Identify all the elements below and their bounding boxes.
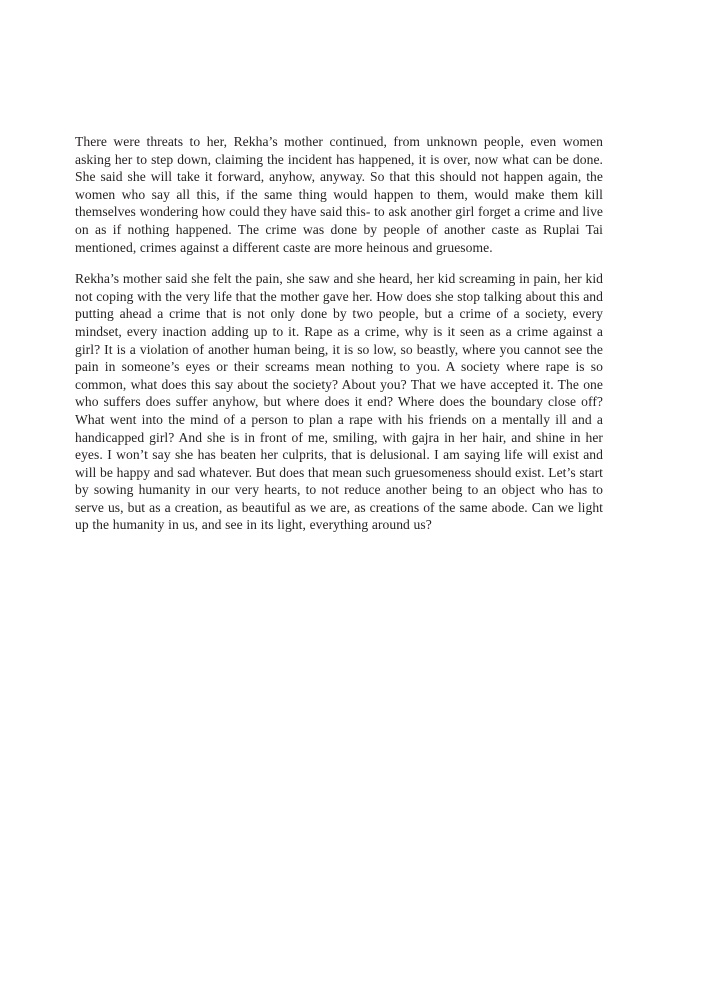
- text-block: [75, 133, 603, 534]
- paragraph-1: There were threats to her, Rekha’s mother continued, from unknown people, even women asking her to step down, claiming the incident has happened, it is over, now what can be done. She said she will take it forward, anyhow, anyway. So that this should not happen again, the women who say all this, if the same thing would happen to them, would make them kill themselves wondering how could they have said this- to ask another girl forget a crime and live on as if nothing happened. The crime was done by people of another caste as Ruplai Tai mentioned, crimes against a different caste are more heinous and gruesome.: [75, 134, 603, 255]
- paragraph-2: Rekha’s mother said she felt the pain, she saw and she heard, her kid screaming in pain, her kid not coping with the very life that the mother gave her. How does she stop talking about this and putting ahead a crime that is not only done by two people, but a crime of a society, every mindset, every inaction adding up to it. Rape as a crime, why is it seen as a crime against a girl? It is a violation of another human being, it is so low, so beastly, where you cannot see the pain in someone’s eyes or their screams mean nothing to you. A society where rape is so common, what does this say about the society? About you? That we have accepted it. The one who suffers does suffer anyhow, but where does it end? Where does the boundary close off? What went into the mind of a person to plan a rape with his friends on a mentally ill and a handicapped girl? And she is in front of me, smiling, with gajra in her hair, and shine in her eyes. I won’t say she has beaten her culprits, that is delusional. I am saying life will exist and will be happy and sad whatever. But does that mean such gruesomeness should exist. Let’s start by sowing humanity in our very hearts, to not reduce another being to an object who has to serve us, but as a creation, as beautiful as we are, as creations of the same abode. Can we light up the humanity in us, and see in its light, everything around us?: [75, 271, 603, 533]
